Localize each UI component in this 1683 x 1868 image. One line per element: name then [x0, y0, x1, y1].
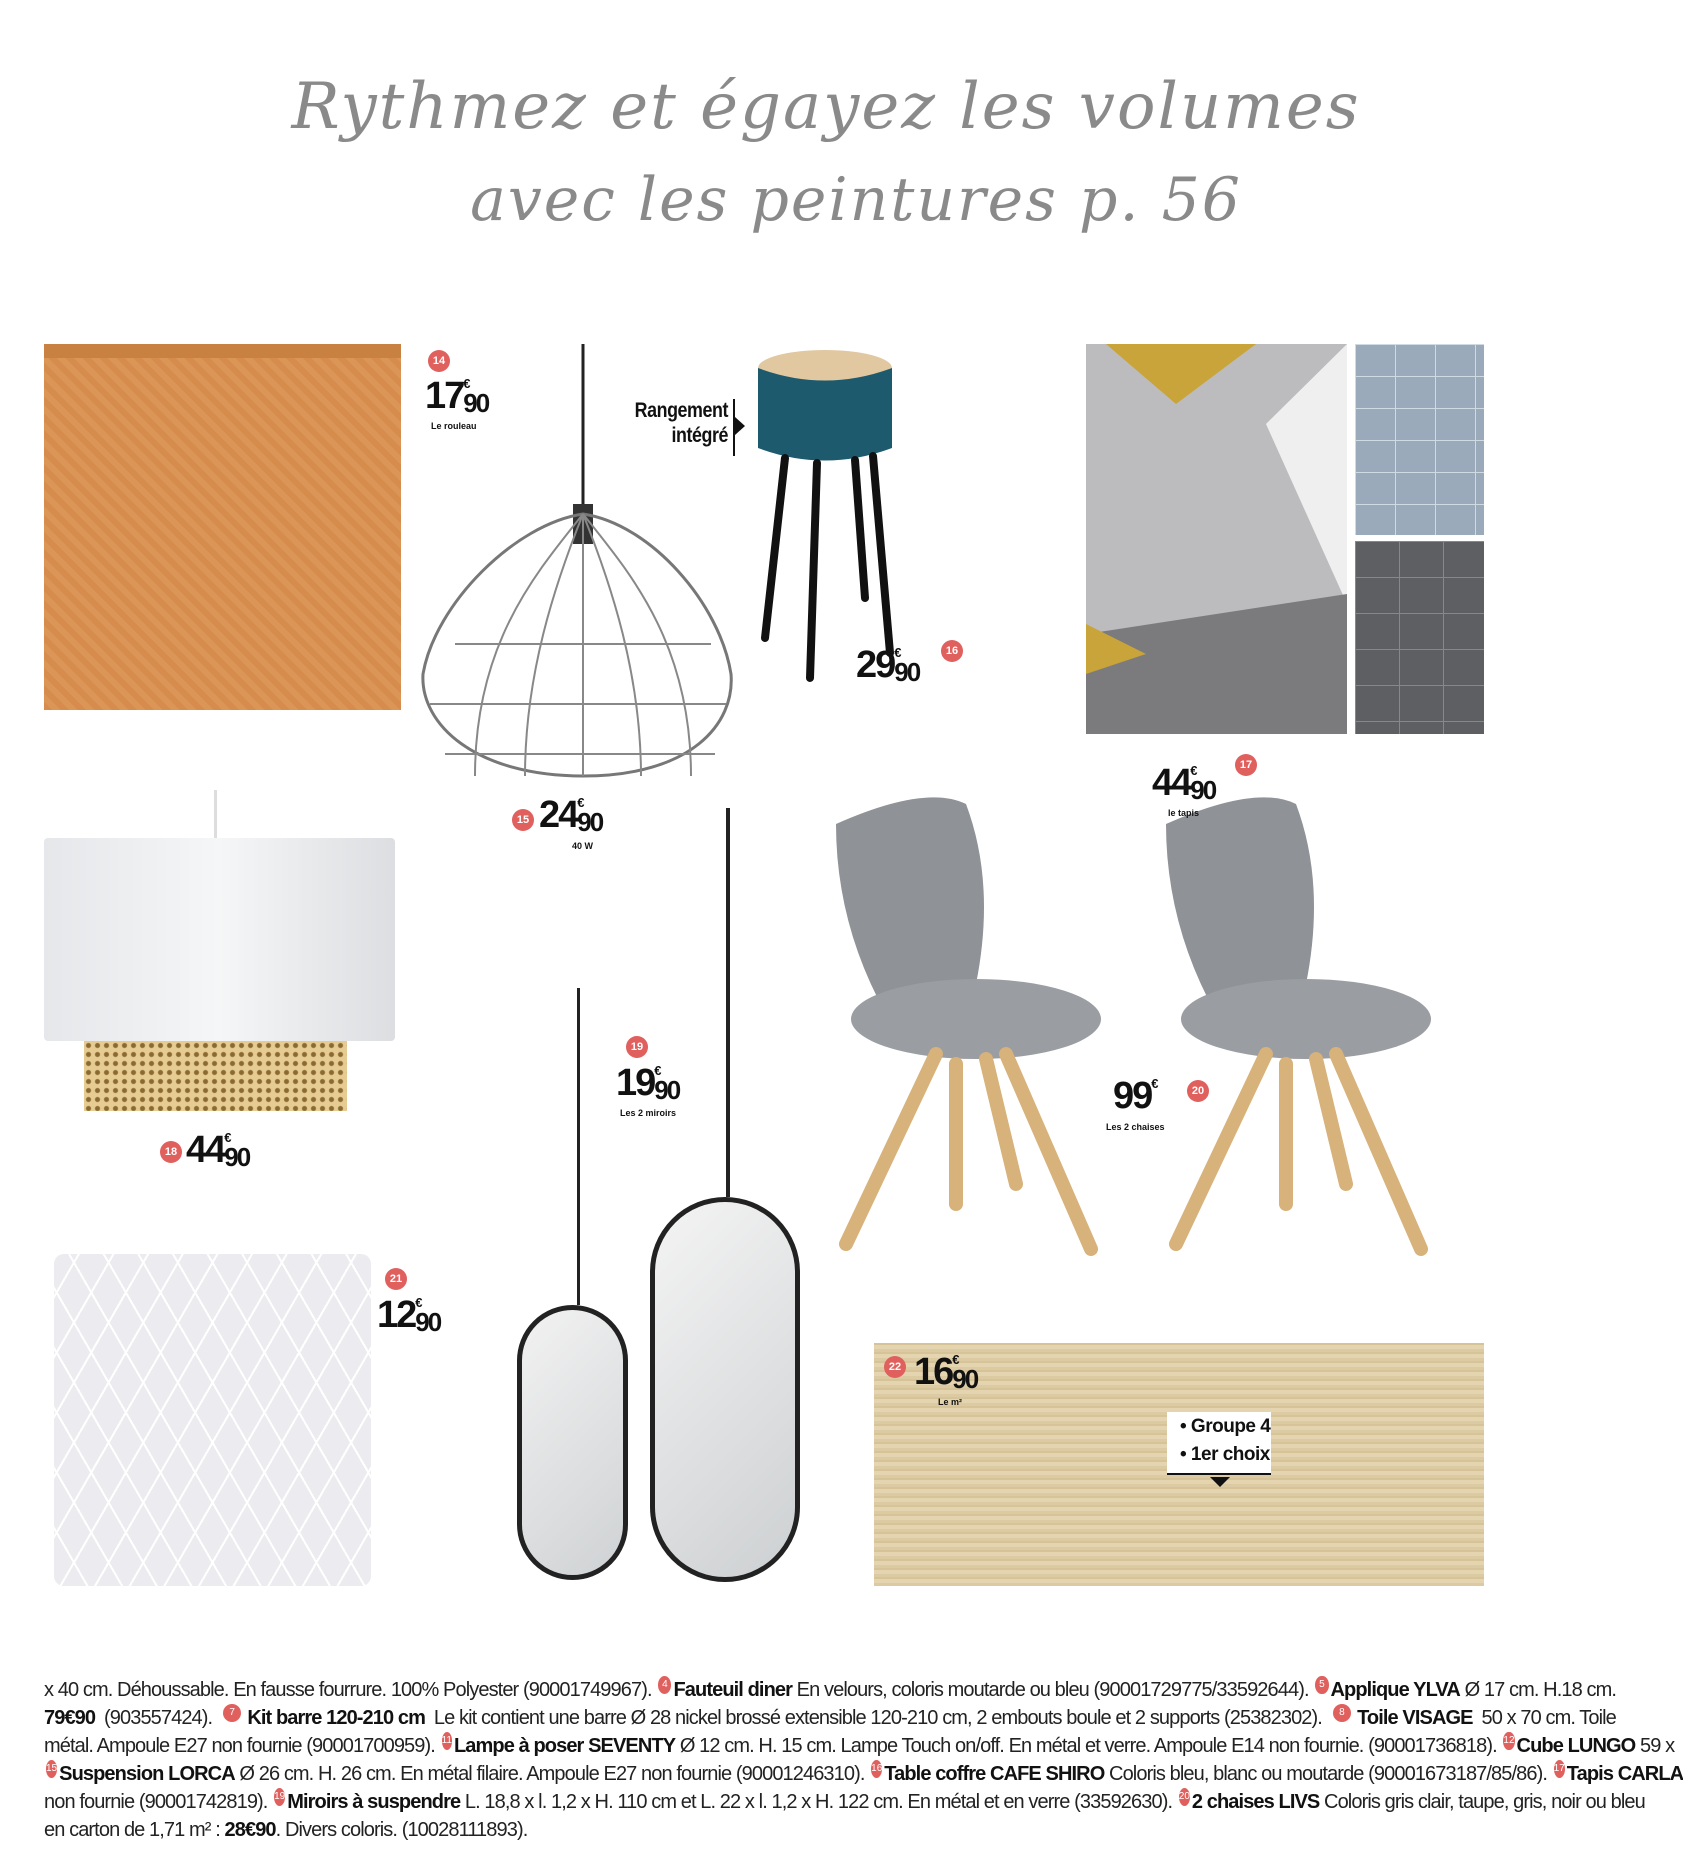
- item-number-badge: 7: [223, 1704, 241, 1722]
- large-mirror-cord: [726, 808, 730, 1197]
- price-integer: 17: [425, 375, 464, 417]
- price-tag: [1113, 1077, 1159, 1115]
- currency-symbol: €: [1190, 763, 1198, 778]
- chairs-image: [826, 784, 1486, 1294]
- price-integer: 24: [539, 794, 578, 836]
- headline-line-2: avec les peintures p. 56: [470, 165, 1242, 235]
- product-number-badge: 22: [884, 1356, 906, 1378]
- rattan-band: [84, 1041, 347, 1111]
- cushion-image: [54, 1254, 371, 1586]
- legal-segment: L. 18,8 x l. 1,2 x H. 110 cm et L. 22 x l. 1,2 x H. 122 cm. En métal et en verre (33592630).: [460, 1791, 1177, 1813]
- price-integer: 99: [1113, 1075, 1152, 1117]
- legal-segment: Coloris bleu, blanc ou moutarde (90001673187/85/86).: [1104, 1763, 1552, 1785]
- callout-line-1: Rangement: [634, 399, 728, 422]
- currency-symbol: €: [415, 1295, 423, 1310]
- price-unit-label: le tapis: [1168, 808, 1200, 818]
- item-number-badge: 5: [1315, 1676, 1328, 1694]
- price-unit-label: Le rouleau: [431, 421, 477, 431]
- currency-symbol: €: [577, 795, 585, 810]
- price-unit-label: Le m²: [938, 1397, 963, 1407]
- currency-symbol: €: [894, 645, 902, 660]
- legal-segment: Le kit contient une barre Ø 28 nickel brossé extensible 120-210 cm, 2 embouts boule et 2 supports (25382302).: [429, 1707, 1327, 1729]
- legal-segment: En velours, coloris moutarde ou bleu (90001729775/33592644).: [792, 1679, 1314, 1701]
- product-number-badge: 21: [385, 1268, 407, 1290]
- currency-symbol: €: [952, 1352, 960, 1367]
- item-number-badge: 4: [658, 1676, 671, 1694]
- price-decimals: 90: [952, 1364, 978, 1394]
- price-decimals: 90: [224, 1142, 250, 1172]
- drum-pendant-cord: [214, 790, 217, 838]
- legal-line: [44, 1676, 1616, 1704]
- price-integer: 44: [1152, 762, 1191, 804]
- large-mirror-image: [650, 1197, 800, 1582]
- rug-swatch-light: [1355, 344, 1484, 535]
- legal-text: [44, 1676, 1683, 1844]
- price-integer: 19: [616, 1062, 655, 1104]
- price-tag: [856, 646, 919, 685]
- currency-symbol: €: [1151, 1076, 1159, 1091]
- floor-callout-choice: • 1er choix: [1180, 1444, 1270, 1465]
- geometric-rug-image: [1086, 344, 1347, 734]
- legal-line: [44, 1788, 1645, 1816]
- product-name: Tapis CARLA: [1566, 1763, 1683, 1785]
- product-number-badge: 20: [1187, 1080, 1209, 1102]
- drum-pendant-shade-image: [44, 838, 395, 1041]
- price-tag: [539, 796, 602, 835]
- small-mirror-cord: [577, 988, 580, 1305]
- product-name: 79€90: [44, 1707, 96, 1729]
- price-tag: [914, 1353, 977, 1392]
- legal-segment: 50 x 70 cm. Toile: [1476, 1707, 1616, 1729]
- price-unit-label: Les 2 miroirs: [620, 1108, 677, 1118]
- product-name: Fauteuil diner: [673, 1679, 793, 1701]
- price-integer: 12: [377, 1294, 416, 1336]
- product-number-badge: 18: [160, 1141, 182, 1163]
- legal-segment: Coloris gris clair, taupe, gris, noir ou bleu: [1319, 1791, 1645, 1813]
- product-name: Suspension LORCA: [59, 1763, 235, 1785]
- product-name: Miroirs à suspendre: [287, 1791, 461, 1813]
- price-tag: [1152, 764, 1215, 803]
- table-callout: [619, 398, 728, 448]
- product-name: Kit barre 120-210 cm: [247, 1707, 425, 1729]
- price-tag: [186, 1131, 249, 1170]
- currency-symbol: €: [654, 1063, 662, 1078]
- storage-side-table-image: [755, 348, 895, 688]
- price-tag: [616, 1064, 679, 1103]
- price-decimals: 90: [894, 657, 920, 687]
- price-integer: 44: [186, 1129, 225, 1171]
- price-tag: [377, 1296, 440, 1335]
- item-number-badge: 12: [1503, 1732, 1514, 1750]
- price-decimals: 90: [1190, 775, 1216, 805]
- legal-segment: Ø 26 cm. H. 26 cm. En métal filaire. Ampoule E27 non fournie (90001246310).: [234, 1763, 870, 1785]
- currency-symbol: €: [463, 376, 471, 391]
- price-integer: 29: [856, 644, 895, 686]
- price-decimals: 90: [577, 807, 603, 837]
- legal-segment: x 40 cm. Déhoussable. En fausse fourrure. 100% Polyester (90001749967).: [44, 1679, 657, 1701]
- price-unit-label: 40 W: [572, 841, 594, 851]
- product-name: 28€90: [224, 1819, 276, 1841]
- price-decimals: 90: [654, 1075, 680, 1105]
- price-integer: 16: [914, 1351, 953, 1393]
- product-number-badge: 17: [1235, 754, 1257, 776]
- legal-segment: (903557424).: [99, 1707, 217, 1729]
- price-tag: [425, 377, 488, 416]
- legal-segment: Ø 17 cm. H.18 cm.: [1459, 1679, 1616, 1701]
- product-name: Applique YLVA: [1330, 1679, 1460, 1701]
- item-number-badge: 15: [46, 1760, 57, 1778]
- product-name: Cube LUNGO: [1516, 1735, 1636, 1757]
- legal-segment: en carton de 1,71 m² :: [44, 1819, 225, 1841]
- price-unit-label: Les 2 chaises: [1106, 1122, 1165, 1132]
- item-number-badge: 11: [442, 1732, 452, 1750]
- product-name: Toile VISAGE: [1357, 1707, 1473, 1729]
- floor-callout-arrow: [1210, 1477, 1230, 1487]
- legal-segment: 59 x: [1635, 1735, 1675, 1757]
- item-number-badge: 17: [1554, 1760, 1565, 1778]
- product-name: Lampe à poser SEVENTY: [453, 1735, 676, 1757]
- legal-segment: Ø 12 cm. H. 15 cm. Lampe Touch on/off. En métal et verre. Ampoule E14 non fournie. (90001736818).: [675, 1735, 1502, 1757]
- legal-line: [44, 1732, 1675, 1760]
- item-number-badge: 16: [871, 1760, 882, 1778]
- product-name: Table coffre CAFE SHIRO: [884, 1763, 1105, 1785]
- headline-line-1: Rythmez et égayez les volumes: [291, 70, 1361, 144]
- product-number-badge: 15: [512, 809, 534, 831]
- item-number-badge: 8: [1333, 1704, 1351, 1722]
- legal-segment: . Divers coloris. (10028111893).: [275, 1819, 528, 1841]
- currency-symbol: €: [224, 1130, 232, 1145]
- item-number-badge: 20: [1179, 1788, 1190, 1806]
- price-decimals: 90: [415, 1307, 441, 1337]
- rug-swatch-dark: [1355, 541, 1484, 734]
- item-number-badge: 19: [274, 1788, 285, 1806]
- legal-line: [44, 1704, 1616, 1732]
- legal-segment: métal. Ampoule E27 non fournie (90001700959).: [44, 1735, 440, 1757]
- product-number-badge: 14: [428, 350, 450, 372]
- product-number-badge: 19: [626, 1036, 648, 1058]
- price-decimals: 90: [463, 388, 489, 418]
- product-name: 2 chaises LIVS: [1191, 1791, 1320, 1813]
- legal-line: [44, 1816, 1616, 1844]
- small-mirror-image: [517, 1305, 628, 1580]
- floor-callout-group: • Groupe 4: [1180, 1416, 1271, 1437]
- wallpaper-roll-image: [44, 344, 401, 710]
- product-number-badge: 16: [941, 640, 963, 662]
- legal-segment: non fournie (90001742819).: [44, 1791, 273, 1813]
- callout-arrow: [735, 417, 745, 435]
- callout-line-2: intégré: [671, 424, 728, 448]
